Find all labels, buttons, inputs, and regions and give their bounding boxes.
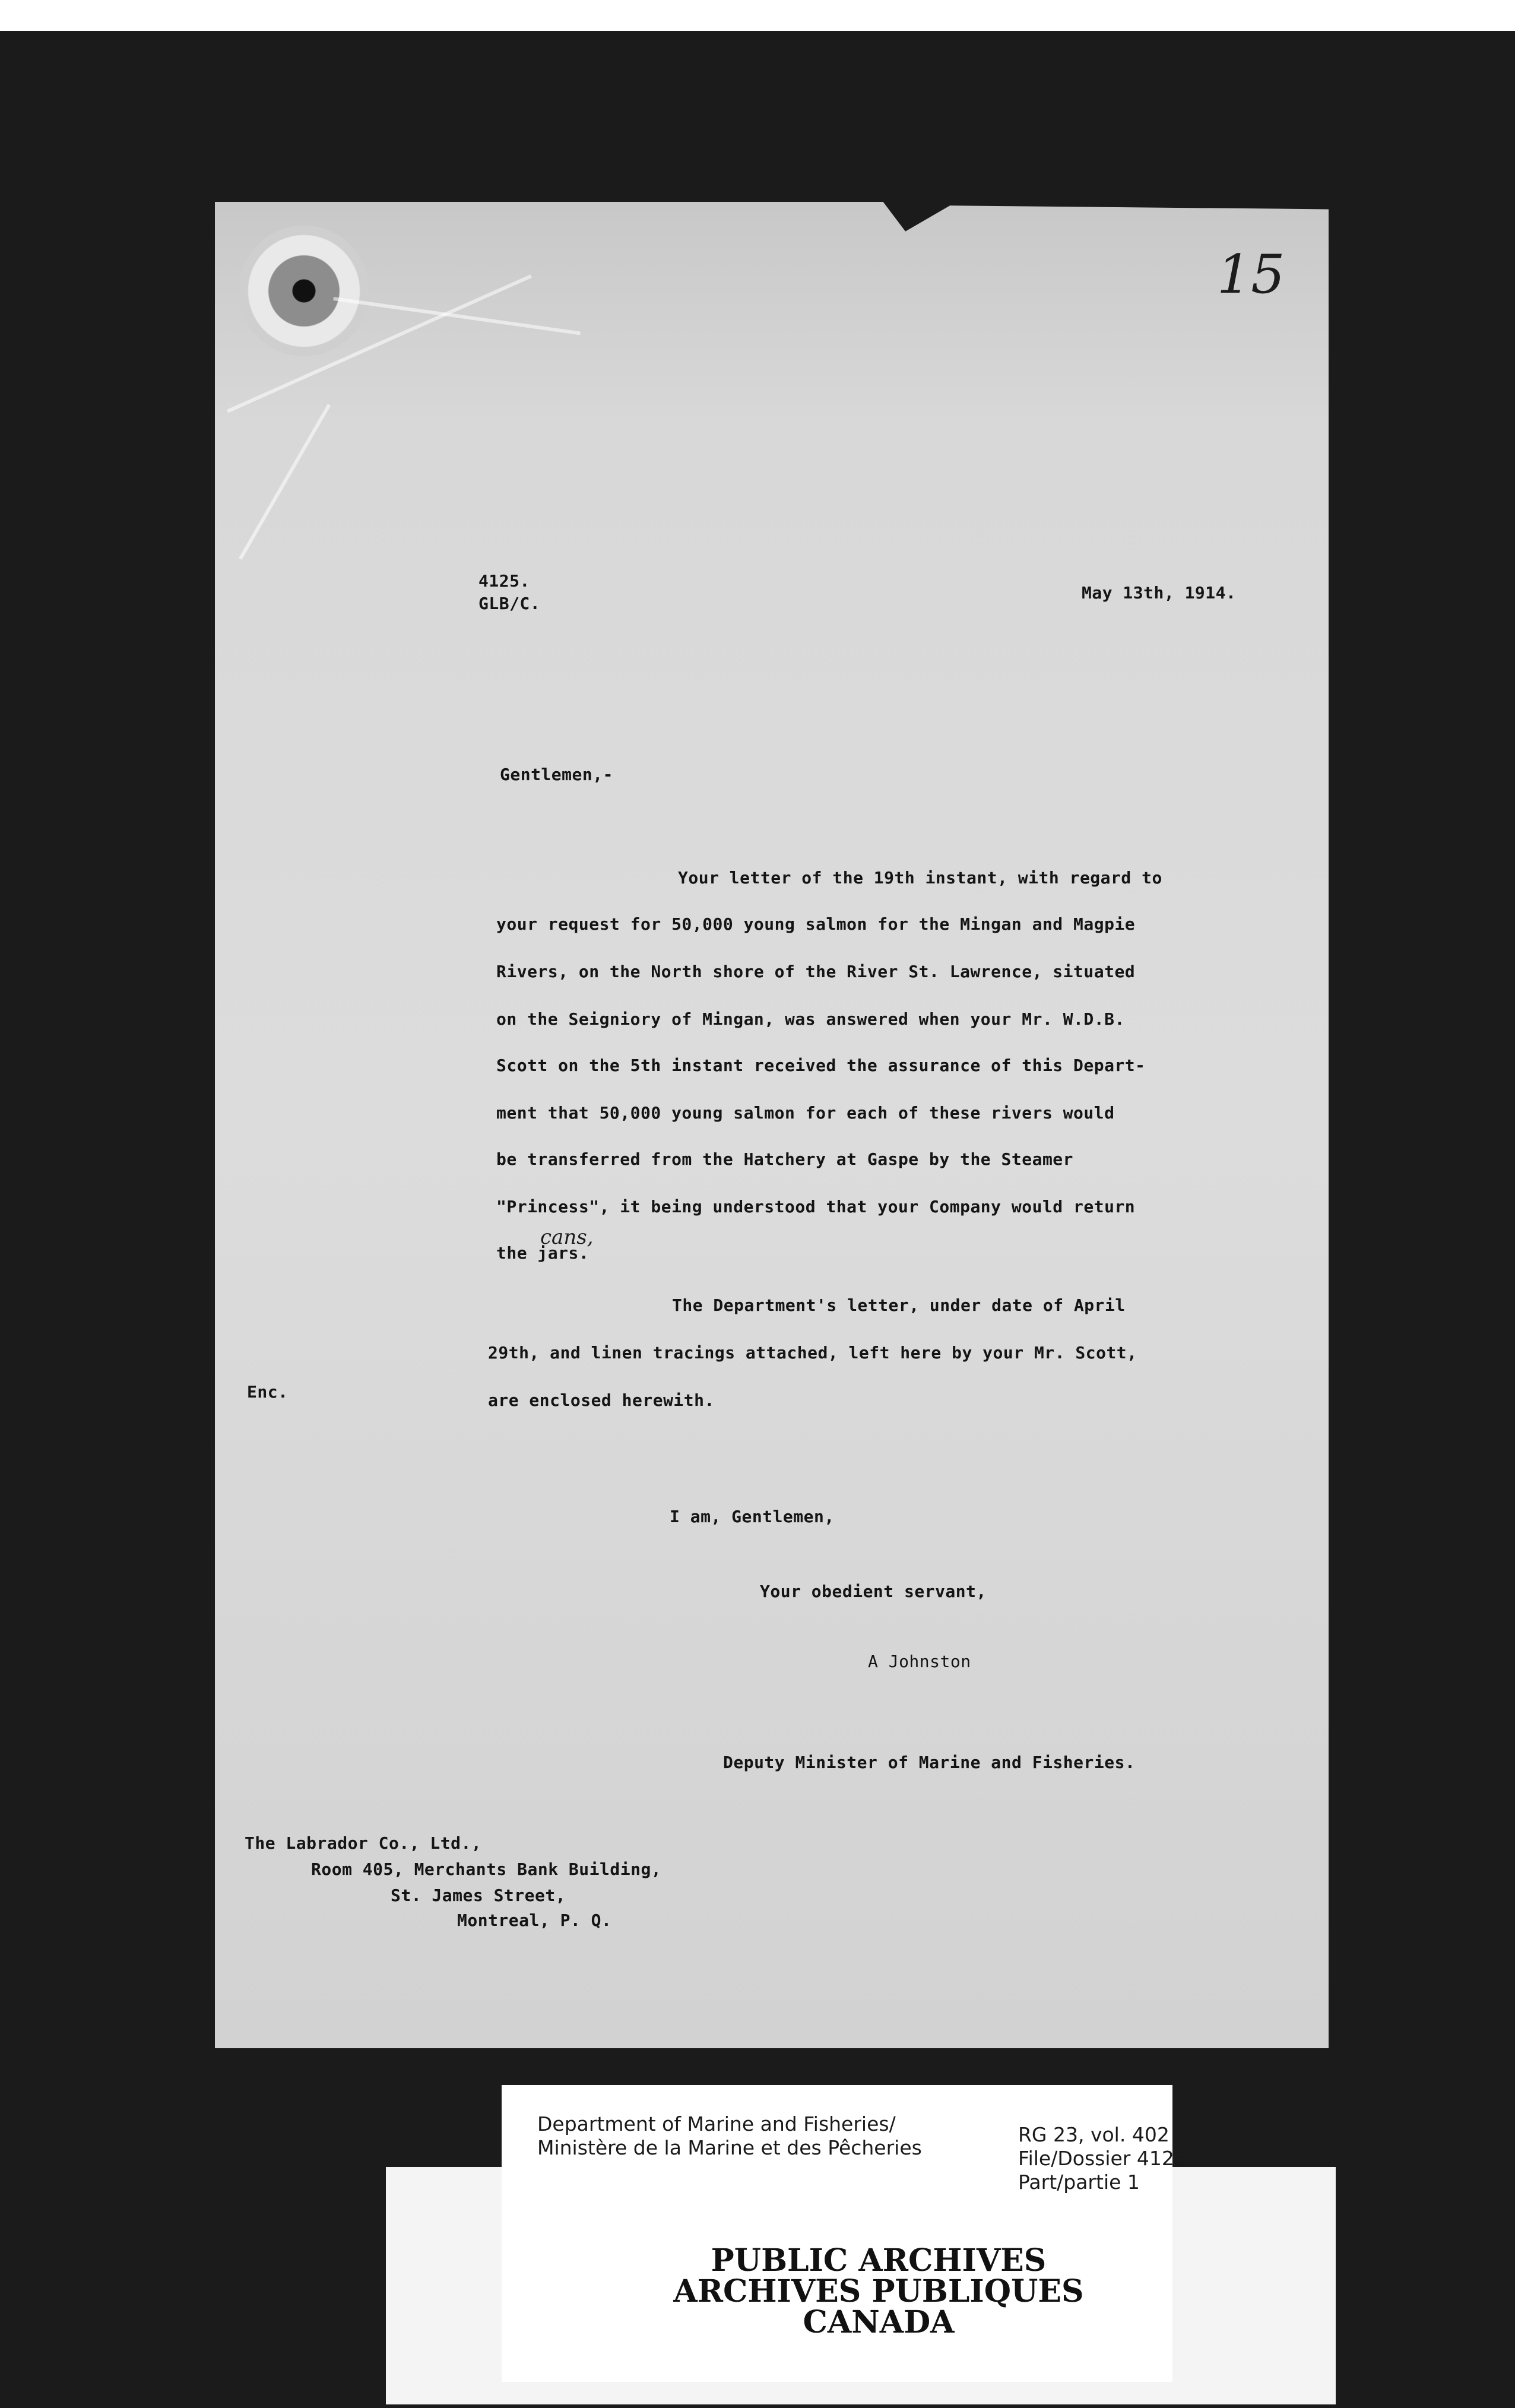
body-line: ment that 50,000 young salmon for each of these rivers would — [496, 1103, 1115, 1123]
address-line: The Labrador Co., Ltd., — [245, 1833, 482, 1853]
handwritten-correction: cans, — [540, 1225, 594, 1249]
body-line: are enclosed herewith. — [488, 1390, 715, 1410]
body-line: the jars. — [496, 1243, 589, 1263]
paper-crease — [333, 297, 581, 335]
file-dossier: File/Dossier 4125 — [1018, 2147, 1187, 2170]
body-line: "Princess", it being understood that your Company would return — [496, 1197, 1136, 1216]
body-line: be transferred from the Hatchery at Gaspe by the Steamer — [496, 1149, 1074, 1169]
body-line: Rivers, on the North shore of the River St. Lawrence, situated — [496, 962, 1136, 981]
part: Part/partie 1 — [1018, 2171, 1140, 2194]
initials: GLB/C. — [478, 594, 541, 613]
signature: A Johnston — [868, 1652, 971, 1671]
body-line: Scott on the 5th instant received the assurance of this Depart- — [496, 1056, 1146, 1075]
archive-country: CANADA — [803, 2304, 955, 2340]
address-line: St. James Street, — [391, 1886, 566, 1905]
paper-crease — [239, 404, 331, 560]
body-line: Your letter of the 19th instant, with regard to — [678, 868, 1162, 888]
address-line: Room 405, Merchants Bank Building, — [311, 1859, 662, 1879]
archive-title-fr: ARCHIVES PUBLIQUES — [673, 2273, 1084, 2309]
file-reference: 4125. — [478, 571, 530, 591]
archive-stamp — [623, 2244, 1134, 2351]
body-line: The Department's letter, under date of April — [672, 1295, 1126, 1315]
signer-title: Deputy Minister of Marine and Fisheries. — [723, 1753, 1136, 1772]
body-line: your request for 50,000 young salmon for the Mingan and Magpie — [496, 914, 1136, 934]
volume: RG 23, vol. 402 — [1018, 2123, 1169, 2146]
address-line: Montreal, P. Q. — [457, 1910, 612, 1930]
body-line: 29th, and linen tracings attached, left here by your Mr. Scott, — [488, 1343, 1137, 1363]
page-number: 15 — [1217, 243, 1285, 306]
department-en: Department of Marine and Fisheries/ — [537, 2112, 896, 2135]
archive-title-en: PUBLIC ARCHIVES — [711, 2242, 1047, 2279]
closing: I am, Gentlemen, — [670, 1507, 835, 1526]
closing-servant: Your obedient servant, — [760, 1582, 987, 1601]
department-fr: Ministère de la Marine et des Pêcheries — [537, 2136, 922, 2159]
letter-date: May 13th, 1914. — [1082, 583, 1237, 603]
body-line: on the Seigniory of Mingan, was answered when your Mr. W.D.B. — [496, 1009, 1125, 1029]
enclosure-note: Enc. — [247, 1382, 289, 1402]
pin-hole — [239, 226, 369, 356]
salutation: Gentlemen,- — [500, 765, 613, 784]
